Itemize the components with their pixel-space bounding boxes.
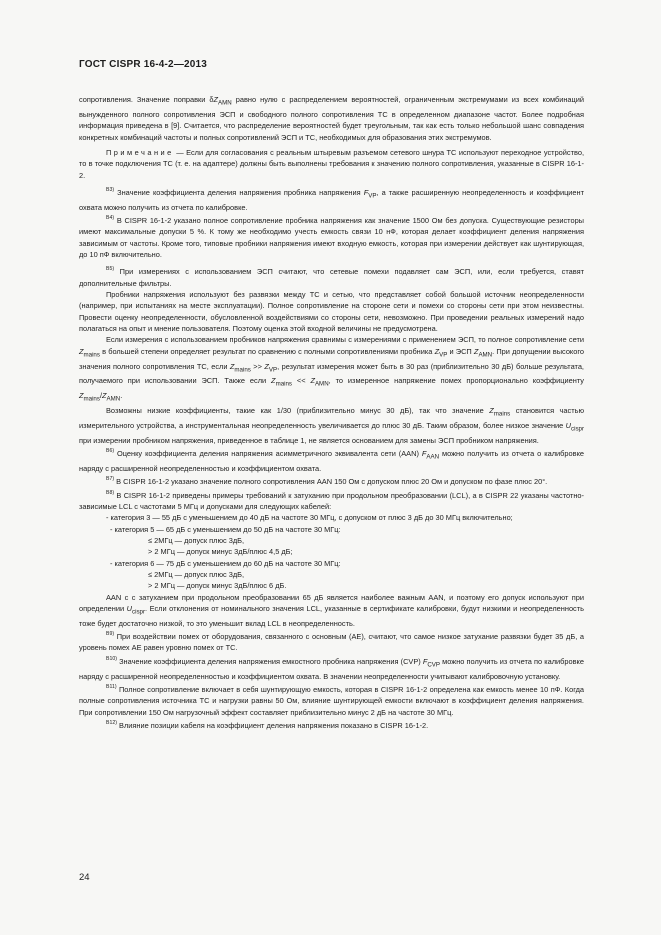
paragraph: Возможны низкие коэффициенты, такие как 1/30 (приблизительно минус 30 дБ), так что значение $Z_{mains}$ становится частью измерительного устройства, а инструментальная неопределенность увеличивается до плюс 30 дБ. Таким образом, более низкое значение $U_{cispr}$ при измерении пробником напряжения, приведенное в таблице 1, не является основанием для замены ЭСП пробником напряжения. — [79, 406, 584, 445]
document-body — [79, 94, 584, 731]
paragraph: - категория 3 — 55 дБ с уменьшением до 40 дБ на частоте 30 МГц, с допуском от плюс 3 дБ до 30 МГц включительно; — [106, 513, 513, 523]
paragraph: AAN с с затуханием при продольном преобразовании 65 дБ является наиболее важным AAN, и поэтому его допуск используют при определении $U_{cispr}$. Если отклонения от номинального значения LCL, указанные в сертификате калибровки, будут низкими и неопределенность тоже будет достаточно низкой, то это уменьшит вклад LCL в неопределенность. — [79, 592, 584, 628]
paragraph: $^{B10)}$ Значение коэффициента деления напряжения емкостного пробника напряжения (CVP) $F_{CVP}$ можно получить из отчета по калибровке наряду с расширенной неопределенностью и коэффициентом охвата. В значении неопределенности учитывают калибровочную установку. — [79, 655, 584, 681]
paragraph: Если измерения с использованием пробников напряжения сравнимы с измерениями с применением ЭСП, то полное сопротивление сети $Z_{mains}$ в большей степени определяет результат по сравнению с полными сопротивлениями пробника $Z_{VP}$ и ЭСП $Z_{AMN}$. При допущении высокого значения полного сопротивления ТС, если $Z_{mains} >> Z_{VP}$, результат измерения может быть в 30 раз (приблизительно 30 дБ) больше результата, получаемого при использовании ЭСП. Также если $Z_{mains} << Z_{AMN}$, то измеренное напряжение помех пропорционально коэффициенту $Z_{mains}/Z_{AMN}$. — [79, 335, 585, 403]
paragraph: $^{B5)}$ При измерениях с использованием ЭСП считают, что сетевые помехи подавляет сам ЭСП, или, если требуется, ставят дополнительные фильтры. — [79, 266, 584, 288]
paragraph: $^{B7)}$ В CISPR 16-1-2 указано значение полного сопротивления AAN 150 Ом с допуском плюс 20 Ом и допуском по фазе плюс 20°. — [106, 476, 548, 487]
paragraph: > 2 МГц — допуск минус 3дБ/плюс 4,5 дБ; — [148, 547, 293, 557]
paragraph: $^{B8)}$ В CISPR 16-1-2 приведены примеры требований к затуханию при продольном преобразовании (LCL), а в CISPR 22 указаны частотно-зависимые LCL с частотами 5 МГц и допусками для следующих кабелей: — [79, 489, 584, 511]
paragraph: $^{B3)}$ Значение коэффициента деления напряжения пробника напряжения $F_{VP}$, а также расширенную неопределенность и коэффициент охвата можно получить из отчета по калибровке. — [79, 186, 585, 212]
paragraph: $^{B12)}$ Влияние позиции кабеля на коэффициент деления напряжения показано в CISPR 16-1-2. — [106, 720, 429, 730]
document-header: ГОСТ CISPR 16-4-2—2013 — [79, 59, 208, 70]
paragraph: ≤ 2МГц — допуск плюс 3дБ, — [148, 569, 245, 579]
paragraph: $^{B9)}$ При воздействии помех от оборудования, связанного с основным (AE), считают, что самое низкое затухание развязки будет 35 дБ, а уровень помех AE равен уровню помех от ТС. — [79, 631, 584, 653]
paragraph: > 2 МГц — допуск минус 3дБ/плюс 6 дБ. — [148, 581, 287, 591]
page-number: 24 — [79, 872, 90, 883]
paragraph: сопротивления. Значение поправки $\delta Z_{AMN}$ равно нулю с распределением вероятностей, ограниченным экстремумами из всех комбинаций вынужденного полного сопротивления ЭСП и свободного полного сопротивления ТС в определенном диапазоне частот. Более подробная информация приведена в [9]. Считается, что распределение вероятностей будет треугольным, так как есть только небольшой шанс совпадения конкретных комбинаций частоты и полных сопротивлений ЭСП и ТС, необходимых для образования этих экстремумов. — [79, 95, 585, 142]
paragraph: ≤ 2МГц — допуск плюс 3дБ, — [148, 535, 245, 545]
paragraph: $^{B11)}$ Полное сопротивление включает в себя шунтирующую емкость, которая в CISPR 16-1-2 определена как емкость менее 10 пФ. Когда полные сопротивления источника ТС и нагрузки равны 50 Ом, влияние шунтирующей емкости включают в коэффициент деления напряжения. При сопротивлении 150 Ом нагрузочный эффект составляет приблизительно минус 2 дБ на частоте 30 МГц. — [79, 683, 584, 717]
paragraph: Пробники напряжения используют без развязки между ТС и сетью, что представляет собой большой источник неопределенности (например, при испытаниях на месте эксплуатации). Полное сопротивление на стороне сети и помехи со стороны сети при этом неизвестны. Провести оценку неопределенности, обусловленной воздействиями со стороны сети, невозможно. При проведении реальных измерений надо полагаться на опыт и мнение пользователя. Поэтому оценка этой входной величины не предусмотрена. — [79, 290, 584, 334]
paragraph: $^{B4)}$ В CISPR 16-1-2 указано полное сопротивление пробника напряжения как значение 1500 Ом без допуска. Существующие резисторы имеют максимальные допуски 5 %. К тому же необходимо учесть емкость связи 10 нФ, которая делает коэффициент деления напряжения зависимым от частоты. Кроме того, типовые пробники напряжения имеют входную емкость, которая при измерении действует как шунтирующая, до 10 пФ включительно. — [79, 215, 584, 260]
paragraph: $^{B6)}$ Оценку коэффициента деления напряжения асимметричного эквивалента сети (AAN) $F_{AAN}$ можно получить из отчета о калибровке наряду с расширенной неопределенностью и коэффициентом охвата. — [79, 448, 584, 473]
paragraph: Примечание — Если для согласования с реальным штыревым разъемом сетевого шнура ТС используют переходное устройство, то в точке подключения ТС (т. е. на адаптере) должны быть выполнены требования к значению полного сопротивления, указанные в CISPR 16-1-2. — [79, 147, 584, 180]
paragraph: - категория 6 — 75 дБ с уменьшением до 60 дБ на частоте 30 МГц: — [110, 558, 341, 568]
paragraph: - категория 5 — 65 дБ с уменьшением до 50 дБ на частоте 30 МГц: — [110, 524, 341, 534]
